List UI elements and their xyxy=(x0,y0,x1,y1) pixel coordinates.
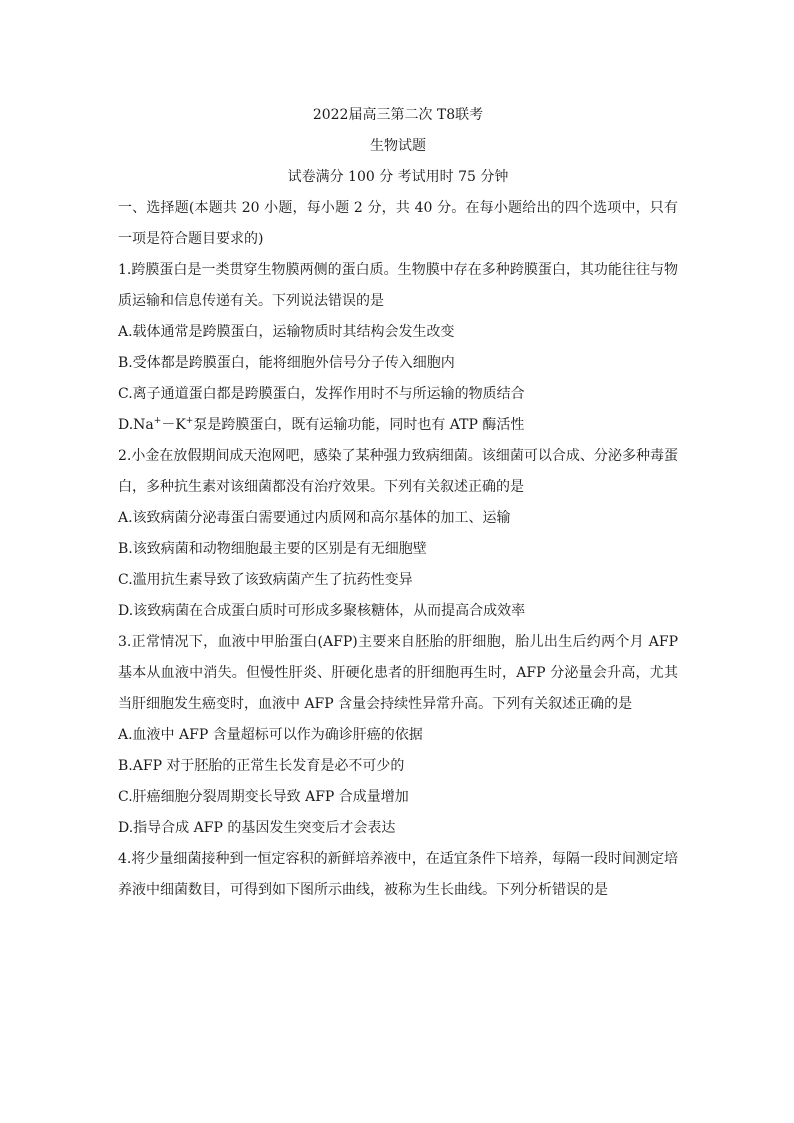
question-1-option-a: A.载体通常是跨膜蛋白，运输物质时其结构会发生改变 xyxy=(118,324,455,340)
question-4-stem: 4.将少量细菌接种到一恒定容积的新鲜培养液中，在适宜条件下培养，每隔一段时间测定培养液中细菌数目，可得到如下图所示曲线，被称为生长曲线。下列分析错误的是 xyxy=(118,851,678,898)
question-2-option-b: B.该致病菌和动物细胞最主要的区别是有无细胞壁 xyxy=(118,541,427,557)
question-3-option-a: A.血液中 AFP 含量超标可以作为确诊肝癌的依据 xyxy=(118,727,423,743)
question-1-option-c: C.离子通道蛋白都是跨膜蛋白，发挥作用时不与所运输的物质结合 xyxy=(118,386,525,402)
question-2-stem: 2.小金在放假期间成天泡网吧，感染了某种强力致病细菌。该细菌可以合成、分泌多种毒蛋白，多种抗生素对该细菌都没有治疗效果。下列有关叙述正确的是 xyxy=(118,448,678,495)
exam-info: 试卷满分 100 分 考试用时 75 分钟 xyxy=(287,169,509,185)
question-2-option-d: D.该致病菌在合成蛋白质时可形成多聚核糖体，从而提高合成效率 xyxy=(118,603,526,619)
subject-title: 生物试题 xyxy=(370,138,426,154)
exam-title: 2022届高三第二次 T8联考 xyxy=(312,107,484,123)
option-d-sup-1: + xyxy=(153,416,162,426)
option-d-sup-2: + xyxy=(185,416,194,426)
exam-page xyxy=(118,100,678,906)
question-2-option-c: C.滥用抗生素导致了该致病菌产生了抗药性变异 xyxy=(118,572,413,588)
question-1-option-b: B.受体都是跨膜蛋白，能将细胞外信号分子传入细胞内 xyxy=(118,355,455,371)
question-3-option-c: C.肝癌细胞分裂周期变长导致 AFP 合成量增加 xyxy=(118,789,409,805)
question-1-stem: 1.跨膜蛋白是一类贯穿生物膜两侧的蛋白质。生物膜中存在多种跨膜蛋白，其功能往往与物质运输和信息传递有关。下列说法错误的是 xyxy=(118,262,678,309)
question-3-stem: 3.正常情况下，血液中甲胎蛋白(AFP)主要来自胚胎的肝细胞，胎儿出生后约两个月 AFP 基本从血液中消失。但慢性肝炎、肝硬化患者的肝细胞再生时，AFP 分泌量会升高，尤其当肝细胞发生癌变时，血液中 AFP 含量会持续性异常升高。下列有关叙述正确的是 xyxy=(118,634,678,712)
question-1-option-d xyxy=(118,410,678,441)
question-3-option-b: B.AFP 对于胚胎的正常生长发育是必不可少的 xyxy=(118,758,405,774)
option-d-pre: D.Na xyxy=(118,417,154,433)
option-d-post: 泵是跨膜蛋白，既有运输功能，同时也有 ATP 酶活性 xyxy=(193,417,525,433)
question-3-option-d: D.指导合成 AFP 的基因发生突变后才会表达 xyxy=(118,820,396,836)
question-2-option-a: A.该致病菌分泌毒蛋白需要通过内质网和高尔基体的加工、运输 xyxy=(118,510,511,526)
option-d-mid: －K xyxy=(161,417,186,433)
section-intro: 一、选择题(本题共 20 小题，每小题 2 分，共 40 分。在每小题给出的四个选项中，只有一项是符合题目要求的) xyxy=(118,200,678,247)
